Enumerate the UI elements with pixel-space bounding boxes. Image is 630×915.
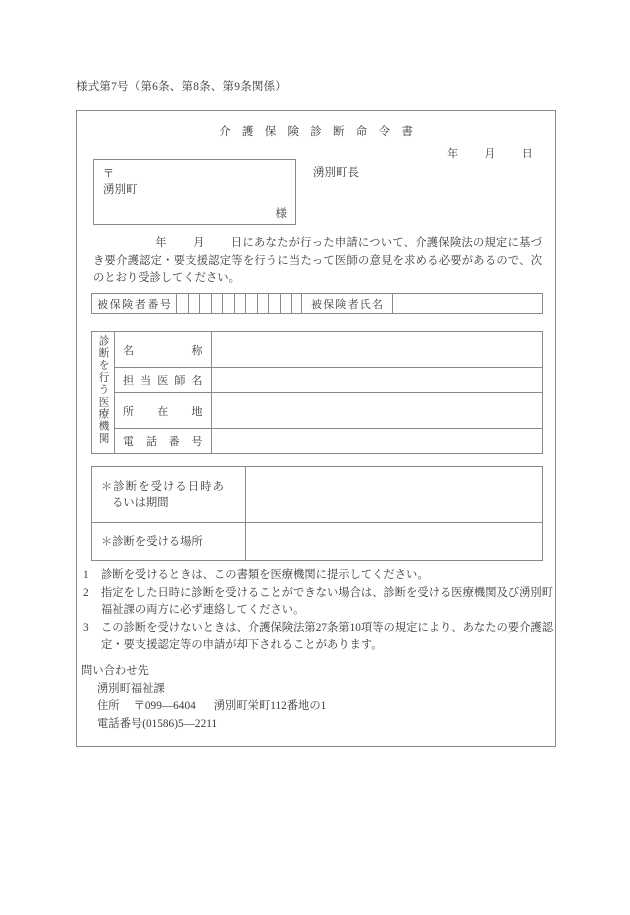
contact-phone-label: 電話番号 [97,717,143,730]
appointment-value-datetime[interactable] [246,467,543,523]
institution-value-name[interactable] [212,332,543,368]
table-row [92,429,543,454]
contact-phone-line [81,716,521,734]
insured-number-cell[interactable] [212,294,224,313]
body-text: にあなたが行った申請について、介護保険法の規定に基づき要介護認定・要支援認定等を行うに当たって医師の意見を求める必要があるので、次のとおり受診してください。 [93,237,542,284]
list-item [81,585,553,620]
insured-number-label: 被保険者番号 [92,294,177,313]
note-text: 診断を受けるときは、この書類を医療機関に提示してください。 [101,569,429,581]
note-number: 2 [83,586,89,599]
insured-number-cell[interactable] [269,294,281,313]
appointment-key-datetime: ＊診断を受ける日時あ るいは期間 [92,467,246,523]
institution-key-phone: 電話番号 [115,429,212,454]
list-item [81,620,553,655]
body-paragraph [93,235,542,288]
institution-table [91,331,543,454]
issuer-name: 湧別町長 [313,167,359,179]
institution-key-address: 所在地 [115,393,212,429]
insured-number-cell[interactable] [281,294,293,313]
insured-number-cell[interactable] [189,294,201,313]
table-row [92,332,543,368]
insured-row [91,293,543,314]
body-date-day: 日 [230,237,243,249]
insured-number-cell[interactable] [246,294,258,313]
addressee-box [93,159,296,225]
contact-block [81,663,521,733]
addressee-town: 湧別町 [103,184,138,196]
appointment-key-place: ＊診断を受ける場所 [92,523,246,561]
document-title: 介 護 保 険 診 断 命 令 書 [219,126,418,138]
contact-address-line [81,698,521,716]
list-item [81,567,553,585]
insured-number-cell[interactable] [177,294,189,313]
note-text: この診断を受けないときは、介護保険法第27条第10項等の規定により、あなたの要介護認定・要支援認定等の申請が却下されることがあります。 [101,621,553,651]
institution-key-name: 名称 [115,332,212,368]
table-row [92,368,543,393]
header-date-year: 年 [447,148,459,160]
institution-vertical-label: 診断を行う医療機関 [92,332,115,454]
insured-number-cell[interactable] [258,294,270,313]
contact-address: 湧別町栄町112番地の1 [213,700,327,712]
note-number: 1 [83,569,89,581]
appointment-table [91,466,543,561]
insured-number-cells[interactable] [177,294,292,313]
header-date-day: 日 [521,148,533,160]
appointment-value-place[interactable] [246,523,543,561]
institution-value-doctor[interactable] [212,368,543,393]
table-row [92,393,543,429]
institution-key-doctor: 担当医師名 [115,368,212,393]
institution-value-phone[interactable] [212,429,543,454]
postal-mark-icon: 〒 [103,168,114,180]
addressee-honorific: 様 [275,208,287,220]
insured-name-label: 被保険者氏名 [301,294,393,313]
form-number: 様式第7号（第6条、第8条、第9条関係） [76,81,287,93]
insured-name-value[interactable] [393,294,542,313]
contact-heading: 問い合わせ先 [81,665,149,677]
body-date-year: 年 [155,237,167,249]
body-date-month: 月 [192,237,205,249]
header-date-line [447,145,533,161]
document-frame [76,110,556,747]
insured-number-cell[interactable] [200,294,212,313]
contact-address-label: 住所 [97,700,120,712]
insured-number-cell[interactable] [235,294,247,313]
notes-list [81,567,553,655]
insured-number-cell[interactable] [223,294,235,313]
note-number: 3 [83,621,89,634]
header-date-month: 月 [484,148,496,160]
table-row [92,523,543,561]
note-text: 指定をした日時に診断を受けることができない場合は、診断を受ける医療機関及び湧別町福祉課の両方に必ず連絡してください。 [101,586,553,616]
table-row [92,467,543,523]
institution-value-address[interactable] [212,393,543,429]
contact-phone: (01586)5—2211 [142,717,218,730]
contact-postal-code: 〒099—6404 [133,700,196,712]
contact-department: 湧別町福祉課 [97,682,165,695]
